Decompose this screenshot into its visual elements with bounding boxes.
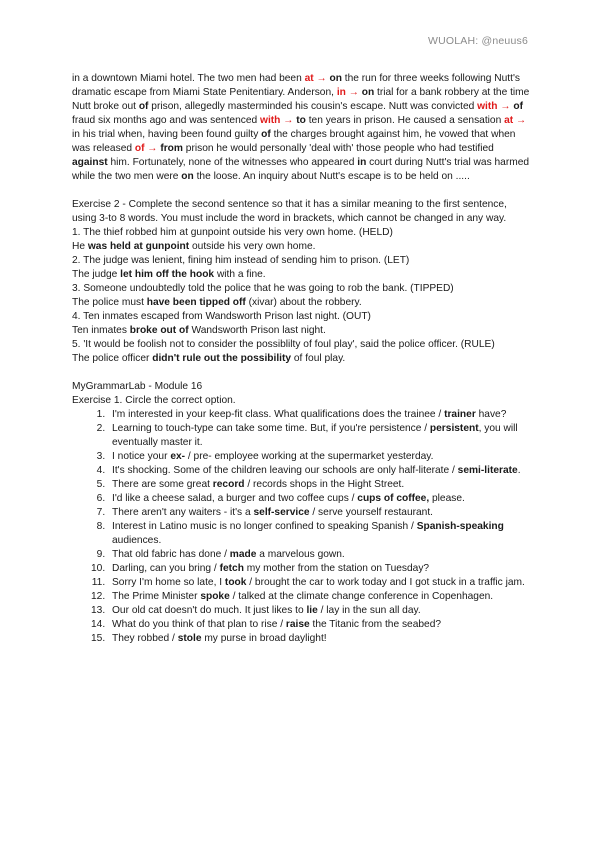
- answer-word: on: [361, 87, 375, 98]
- item-text: / records shops in the Hight Street.: [244, 479, 405, 490]
- selected-option: Spanish-speaking: [416, 521, 504, 532]
- answer-2: [72, 268, 532, 282]
- selected-option: ex-: [170, 451, 186, 462]
- list-item: [108, 618, 532, 632]
- item-text: Our old cat doesn't do much. It just likes to: [112, 605, 307, 616]
- selected-option: lie: [306, 605, 318, 616]
- item-text: There aren't any waiters - it's a: [112, 507, 254, 518]
- item-text: The Prime Minister: [112, 591, 201, 602]
- passage-text: in his trial when, having been found guilty: [72, 129, 262, 140]
- answer-key: broke out of: [129, 325, 189, 336]
- list-item: [108, 492, 532, 506]
- correction-mark: of →: [134, 143, 161, 154]
- selected-option: trainer: [444, 409, 476, 420]
- answer-text: The police must: [72, 297, 147, 308]
- selected-option: self-service: [253, 507, 310, 518]
- item-text: my purse in broad daylight!: [201, 633, 327, 644]
- answer-word: of: [513, 101, 523, 112]
- passage-text: him. Fortunately, none of the witnesses who appeared: [107, 157, 358, 168]
- passage-text: the run for three weeks following Nutt's dramatic escape from Miami State Penitentiary. Anderson,: [72, 73, 520, 98]
- item-text: They robbed /: [112, 633, 178, 644]
- item-text: There are some great: [112, 479, 213, 490]
- answer-word: to: [296, 115, 306, 126]
- question-4: 4. Ten inmates escaped from Wandsworth Prison last night. (OUT): [72, 311, 371, 322]
- selected-option: persistent: [429, 423, 479, 434]
- answer-key: was held at gunpoint: [87, 241, 190, 252]
- item-text: That old fabric has done /: [112, 549, 230, 560]
- correction-mark: with →: [477, 101, 514, 112]
- list-item: [108, 506, 532, 520]
- passage-text: the loose. An inquiry about Nutt's escape is to be held on .....: [193, 171, 470, 182]
- item-text: I notice your: [112, 451, 171, 462]
- item-text: Interest in Latino music is no longer confined to speaking Spanish /: [112, 521, 417, 532]
- correction-mark: at →: [504, 115, 527, 126]
- item-text: Learning to touch-type can take some time. But, if you're persistence /: [112, 423, 430, 434]
- correction-mark: in →: [336, 87, 362, 98]
- answer-text: of foul play.: [291, 353, 346, 364]
- selected-option: spoke: [200, 591, 230, 602]
- exercise-list: [72, 408, 532, 646]
- answer-word: of: [138, 101, 149, 112]
- item-text: my mother from the station on Tuesday?: [243, 563, 430, 574]
- item-text: audiences.: [112, 535, 162, 546]
- selected-option: cups of coffee,: [357, 493, 430, 504]
- item-text: please.: [429, 493, 465, 504]
- document-body: [72, 72, 532, 646]
- module-16: [72, 380, 532, 646]
- list-item: [108, 464, 532, 478]
- list-item: [108, 478, 532, 492]
- answer-text: The judge: [72, 269, 121, 280]
- item-text: .: [517, 465, 521, 476]
- list-item: [108, 548, 532, 562]
- passage-text: prison he would personally 'deal with' those people who had testified: [182, 143, 494, 154]
- selected-option: stole: [177, 633, 202, 644]
- answer-word: against: [72, 157, 108, 168]
- list-item: [108, 450, 532, 464]
- answer-text: outside his very own home.: [189, 241, 316, 252]
- answer-text: (xivar) about the robbery.: [245, 297, 362, 308]
- answer-1: [72, 240, 532, 254]
- item-text: / talked at the climate change conference in Copenhagen.: [229, 591, 494, 602]
- answer-5: [72, 352, 532, 366]
- watermark: WUOLAH: @neuus6: [427, 35, 528, 47]
- correction-mark: at →: [304, 73, 330, 84]
- answer-text: with a fine.: [214, 269, 266, 280]
- selected-option: raise: [285, 619, 310, 630]
- item-text: / serve yourself restaurant.: [309, 507, 433, 518]
- item-text: I'm interested in your keep-fit class. What qualifications does the trainee /: [112, 409, 445, 420]
- list-item: [108, 632, 532, 646]
- item-text: / brought the car to work today and I got stuck in a traffic jam.: [246, 577, 525, 588]
- question-1: 1. The thief robbed him at gunpoint outside his very own home. (HELD): [72, 227, 393, 238]
- list-item: [108, 408, 532, 422]
- exercise-2: [72, 198, 532, 366]
- item-text: , you will eventually master it.: [112, 423, 518, 448]
- passage-text: court during Nutt's trial was harmed while the two men were: [72, 157, 530, 182]
- item-text: Darling, can you bring /: [112, 563, 220, 574]
- answer-text: Ten inmates: [72, 325, 130, 336]
- selected-option: fetch: [219, 563, 244, 574]
- module-instructions: Exercise 1. Circle the correct option.: [72, 395, 236, 406]
- answer-word: on: [329, 73, 342, 84]
- answer-word: on: [181, 171, 194, 182]
- list-item: [108, 576, 532, 590]
- question-2: 2. The judge was lenient, fining him instead of sending him to prison. (LET): [72, 255, 410, 266]
- item-text: It's shocking. Some of the children leaving our schools are only half-literate /: [112, 465, 458, 476]
- answer-key: let him off the hook: [120, 269, 215, 280]
- answer-text: The police officer: [72, 353, 153, 364]
- passage-text: the charges brought against him, he vowed that when was released: [72, 129, 516, 154]
- passage-text: ten years in prison. He caused a sensation: [305, 115, 505, 126]
- passage-text: in a downtown Miami hotel. The two men had been: [72, 73, 305, 84]
- list-item: [108, 562, 532, 576]
- question-3: 3. Someone undoubtedly told the police that he was going to rob the bank. (TIPPED): [72, 283, 454, 294]
- question-5: 5. 'It would be foolish not to consider the possiblilty of foul play', said the police officer. (RULE): [72, 339, 495, 350]
- answer-4: [72, 324, 532, 338]
- list-item: [108, 604, 532, 618]
- answer-3: [72, 296, 532, 310]
- selected-option: semi-literate: [457, 465, 518, 476]
- list-item: [108, 422, 532, 450]
- passage-text: fraud six months ago and was sentenced: [72, 115, 261, 126]
- item-text: have?: [475, 409, 507, 420]
- item-text: a marvelous gown.: [256, 549, 345, 560]
- answer-word: of: [261, 129, 271, 140]
- answer-text: He: [72, 241, 88, 252]
- answer-word: in: [357, 157, 367, 168]
- selected-option: record: [212, 479, 245, 490]
- item-text: What do you think of that plan to rise /: [112, 619, 286, 630]
- selected-option: made: [229, 549, 257, 560]
- passage-paragraph: [72, 72, 532, 184]
- passage-text: prison, allegedly masterminded his cousin's escape. Nutt was convicted: [148, 101, 478, 112]
- exercise-2-instructions: Exercise 2 - Complete the second sentence so that it has a similar meaning to the first sentence, using 3-to 8 words. You must include the word in brackets, which cannot be changed in any way.: [72, 199, 507, 224]
- answer-word: from: [160, 143, 183, 154]
- passage-text: trial for a bank robbery at the time Nutt broke out: [72, 87, 530, 112]
- selected-option: took: [224, 577, 247, 588]
- item-text: / lay in the sun all day.: [317, 605, 421, 616]
- list-item: [108, 590, 532, 604]
- answer-key: didn't rule out the possibility: [152, 353, 292, 364]
- item-text: Sorry I'm home so late, I: [112, 577, 225, 588]
- list-item: [108, 520, 532, 548]
- answer-text: Wandsworth Prison last night.: [188, 325, 326, 336]
- module-title: MyGrammarLab - Module 16: [72, 381, 203, 392]
- item-text: I'd like a cheese salad, a burger and two coffee cups /: [112, 493, 358, 504]
- correction-mark: with →: [260, 115, 297, 126]
- answer-key: have been tipped off: [146, 297, 246, 308]
- item-text: the Titanic from the seabed?: [309, 619, 442, 630]
- item-text: / pre- employee working at the supermarket yesterday.: [185, 451, 434, 462]
